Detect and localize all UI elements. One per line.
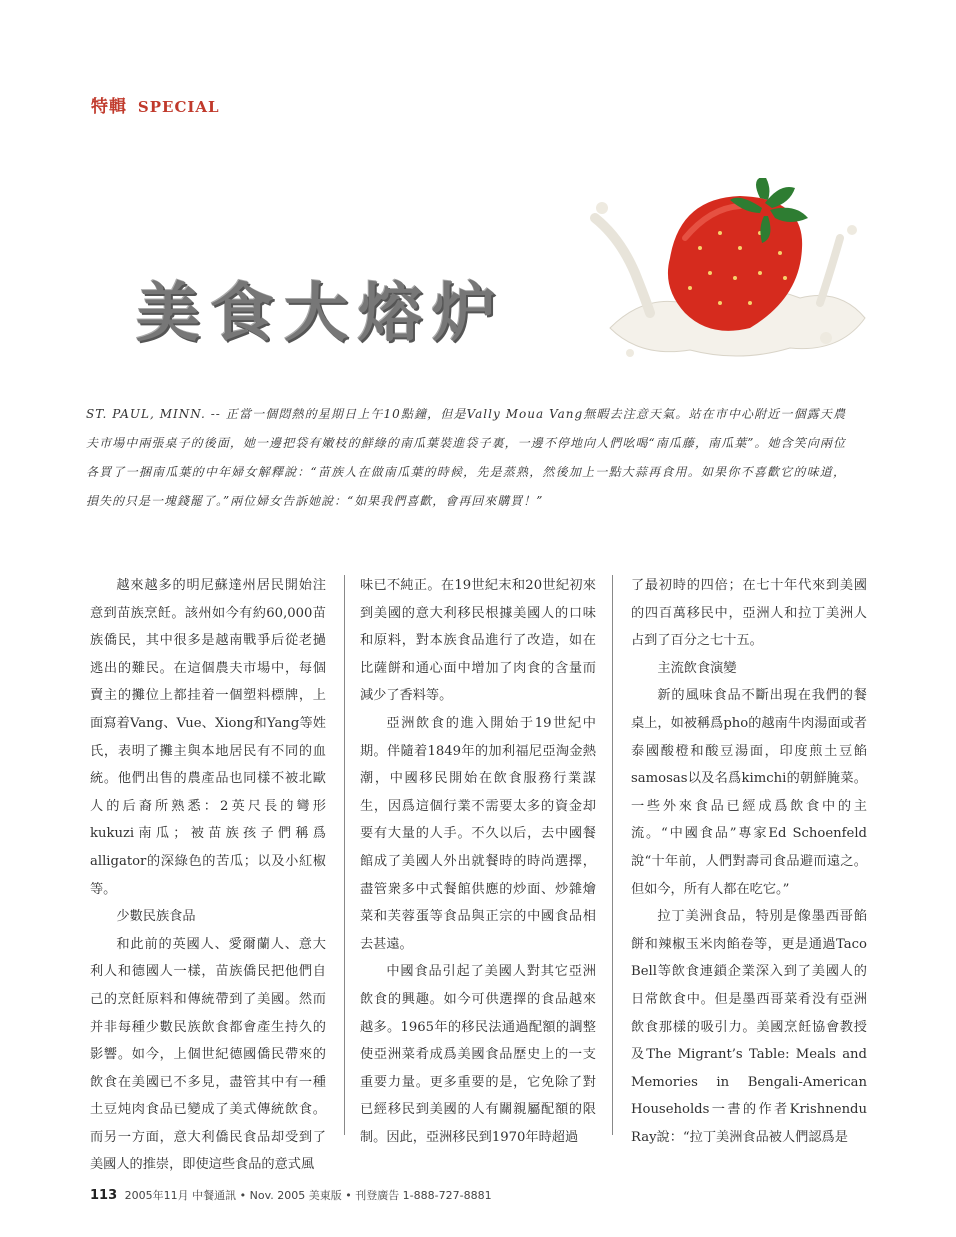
subheading: 主流飲食演變 (657, 660, 737, 676)
section-tag (91, 92, 220, 117)
article-paragraph: 了最初時的四倍；在七十年代來到美國的四百萬移民中，亞洲人和拉丁美洲人占到了百分之七十五。 (631, 578, 867, 649)
article-paragraph: 味已不純正。在19世紀末和20世紀初來到美國的意大利移民根據美國人的口味和原料，對本族食品進行了改造，如在比薩餅和通心面中增加了肉食的含量而減少了香料等。 (360, 578, 596, 704)
strawberry-milk-splash-icon (590, 178, 870, 378)
column-divider (344, 575, 345, 1135)
article-column-3 (631, 572, 867, 1151)
headline: 美食大熔炉 (136, 277, 506, 351)
subheading: 少數民族食品 (116, 909, 196, 925)
article-paragraph: 越來越多的明尼蘇達州居民開始注意到苗族烹飪。該州如今有約60,000苗族僑民，其中很多是越南戰爭后從老撾逃出的難民。在這個農夫市場中，每個賣主的攤位上都挂着一個塑料標牌，上面寫着Vang、Vue、Xiong和Yang等姓氏，表明了攤主與本地居民有不同的血統。他們出售的農產品也同樣不被北歐人的后裔所熟悉：2英尺長的彎形kukuzi南瓜；被苗族孩子們稱爲alligator的深綠色的苦瓜；以及小紅椒等。 (90, 578, 326, 897)
section-tag-en: SPECIAL (137, 98, 220, 116)
article-paragraph: 新的風味食品不斷出現在我們的餐桌上，如被稱爲pho的越南牛肉湯面或者泰國酸橙和酸豆湯面，印度煎土豆餡samosas以及名爲kimchi的朝鮮腌菜。一些外來食品已經成爲飲食中的主流。“中國食品”專家Ed Schoenfeld說“十年前，人們對壽司食品避而遠之。但如今，所有人都在吃它。” (631, 688, 867, 897)
article-paragraph: 中國食品引起了美國人對其它亞洲飲食的興趣。如今可供選擇的食品越來越多。1965年的移民法通過配額的調整使亞洲菜肴成爲美國食品歷史上的一支重要力量。更多重要的是，它免除了對已經移民到美國的人有關親屬配額的限制。因此，亞洲移民到1970年時超過 (360, 964, 596, 1145)
article-column-2 (360, 572, 596, 1151)
article-paragraph: 拉丁美洲食品，特別是像墨西哥餡餅和辣椒玉米肉餡卷等，更是通過Taco Bell等飲食連鎖企業深入到了美國人的日常飲食中。但是墨西哥菜肴没有亞洲飲食那樣的吸引力。美國烹飪協會教授及The Migrant’s Table: Meals and Memories in Bengali-American Households一書的作者Krishnendu Ray說：“拉丁美洲食品被人們認爲是 (631, 909, 867, 1145)
footer-text: 2005年11月 中餐通訊 • Nov. 2005 美東版 • 刊登廣告 1-888-727-8881 (124, 1189, 492, 1202)
article-column-1 (90, 572, 326, 1179)
page-number: 113 (90, 1188, 118, 1203)
article-paragraph: 和此前的英國人、愛爾蘭人、意大利人和德國人一樣，苗族僑民把他們自己的烹飪原料和傳統帶到了美國。然而并非每種少數民族飲食都會產生持久的影響。如今，上個世紀德國僑民帶來的飲食在美國已不多見，盡管其中有一種土豆炖肉食品已變成了美式傳統飲食。而另一方面，意大利僑民食品却受到了美國人的推崇，即使這些食品的意式風 (90, 936, 326, 1173)
column-divider (612, 575, 613, 1135)
section-tag-zh: 特輯 (91, 97, 127, 117)
article-paragraph: 亞洲飲食的進入開始于19世紀中期。伴隨着1849年的加利福尼亞淘金熱潮，中國移民開始在飲食服務行業謀生，因爲這個行業不需要太多的資金却要有大量的人手。不久以后，去中國餐館成了美國人外出就餐時的時尚選擇，盡管衆多中式餐館供應的炒面、炒雜燴菜和芙蓉蛋等食品與正宗的中國食品相去甚遠。 (360, 715, 596, 952)
lead-paragraph: ST. PAUL, MINN. -- 正當一個悶熱的星期日上午10點鐘，但是Vally Moua Vang無暇去注意天氣。站在市中心附近一個露天農夫市場中兩張桌子的後面，她一邊把袋有嫩枝的鮮綠的南瓜葉裝進袋子裏，一邊不停地向人們吆喝“南瓜藤，南瓜葉”。她含笑向兩位各買了一捆南瓜葉的中年婦女解釋說：“苗族人在做南瓜葉的時候，先是蒸熟，然後加上一點大蒜再食用。如果你不喜歡它的味道，損失的只是一塊錢罷了。”兩位婦女告訴她說：“如果我們喜歡，會再回來購買！” (86, 407, 846, 508)
page-footer (90, 1187, 492, 1203)
